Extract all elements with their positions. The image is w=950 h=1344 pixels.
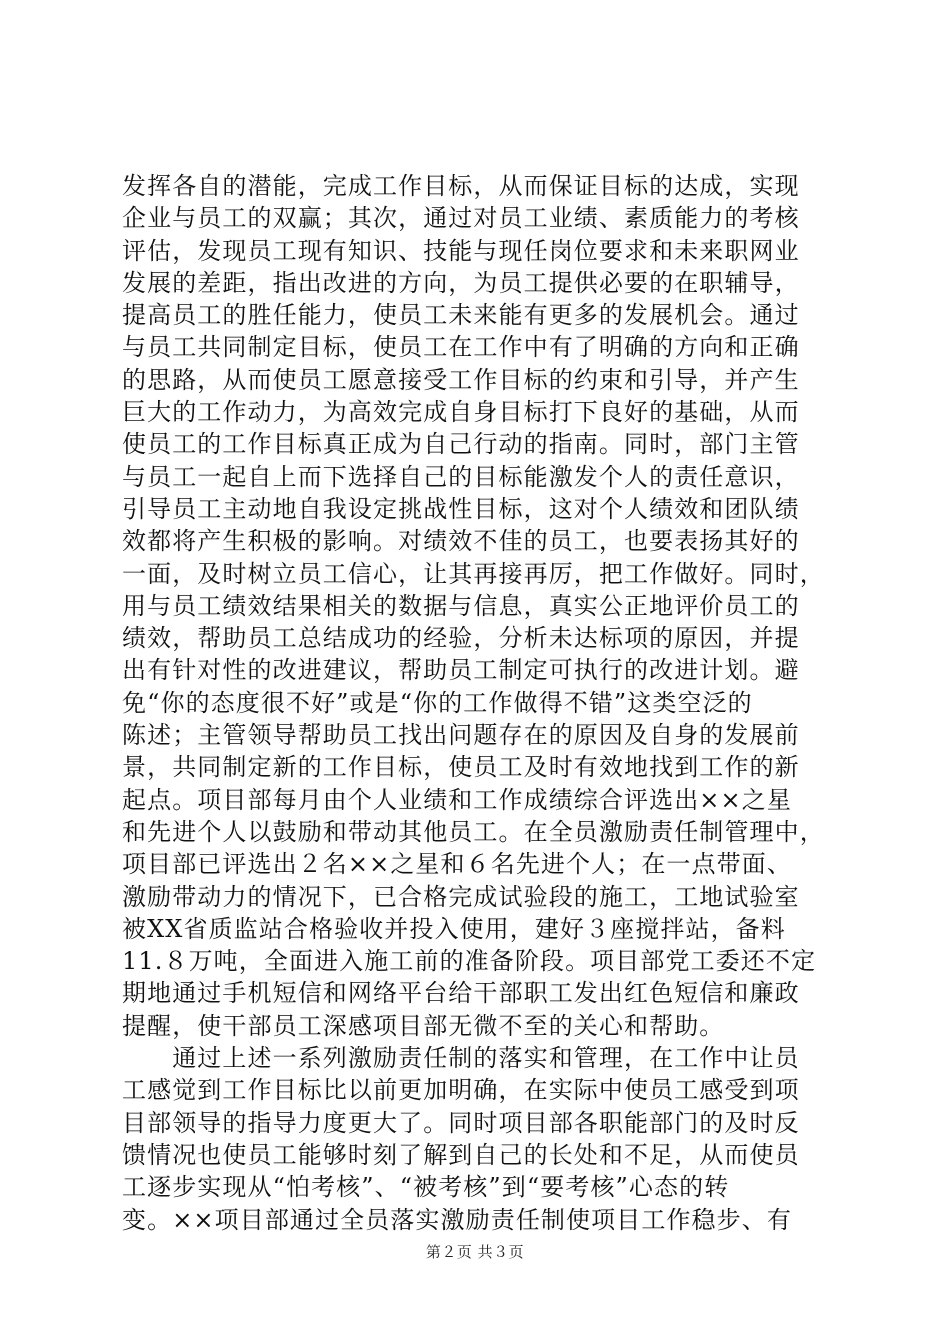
text-line: 绩效，帮助员工总结成功的经验，分析未达标项的原因，并提 <box>122 624 800 653</box>
text-line: 11.８万吨，全面进入施工前的准备阶段。项目部党工委还不定 <box>122 947 817 976</box>
text-line: 激励带动力的情况下，已合格完成试验段的施工，工地试验室 <box>122 882 800 911</box>
text-line: 出有针对性的改进建议，帮助员工制定可执行的改进计划。避 <box>122 656 800 685</box>
text-line: 变。××项目部通过全员落实激励责任制使项目工作稳步、有 <box>122 1205 792 1234</box>
text-line: 起点。项目部每月由个人业绩和工作成绩综合评选出××之星 <box>122 785 792 814</box>
text-line: 用与员工绩效结果相关的数据与信息，真实公正地评价员工的 <box>122 591 800 620</box>
text-line: 与员工一起自上而下选择自己的目标能激发个人的责任意识， <box>122 462 800 491</box>
text-line: 被XX省质监站合格验收并投入使用，建好３座搅拌站，备料 <box>122 914 786 943</box>
text-line: 的思路，从而使员工愿意接受工作目标的约束和引导，并产生 <box>122 365 800 394</box>
text-line: 提醒，使干部员工深感项目部无微不至的关心和帮助。 <box>122 1011 725 1040</box>
text-line: 发展的差距，指出改进的方向，为员工提供必要的在职辅导， <box>122 268 800 297</box>
text-line: 通过上述一系列激励责任制的落实和管理，在工作中让员 <box>122 1044 800 1073</box>
text-line: 与员工共同制定目标，使员工在工作中有了明确的方向和正确 <box>122 333 800 362</box>
text-line: 免“你的态度很不好”或是“你的工作做得不错”这类空泛的 <box>122 688 753 717</box>
text-line: 陈述；主管领导帮助员工找出问题存在的原因及自身的发展前 <box>122 721 800 750</box>
text-line: 馈情况也使员工能够时刻了解到自己的长处和不足，从而使员 <box>122 1140 800 1169</box>
text-line: 发挥各自的潜能，完成工作目标，从而保证目标的达成，实现 <box>122 172 800 200</box>
text-line: 效都将产生积极的影响。对绩效不佳的员工，也要表扬其好的 <box>122 527 800 556</box>
text-line: 使员工的工作目标真正成为自己行动的指南。同时，部门主管 <box>122 430 800 459</box>
text-line: 和先进个人以鼓励和带动其他员工。在全员激励责任制管理中， <box>122 817 825 846</box>
text-line: 评估，发现员工现有知识、技能与现任岗位要求和未来职网业 <box>122 236 800 265</box>
page-number-footer: 第２页 共３页 <box>425 1243 525 1261</box>
text-line: 目部领导的指导力度更大了。同时项目部各职能部门的及时反 <box>122 1108 800 1137</box>
text-line: 引导员工主动地自我设定挑战性目标，这对个人绩效和团队绩 <box>122 494 800 523</box>
text-line: 工逐步实现从“怕考核”、“被考核”到“要考核”心态的转 <box>122 1173 730 1202</box>
body-text <box>122 170 842 1236</box>
text-line: 一面，及时树立员工信心，让其再接再厉，把工作做好。同时， <box>122 559 825 588</box>
text-line: 工感觉到工作目标比以前更加明确，在实际中使员工感受到项 <box>122 1076 800 1105</box>
text-line: 企业与员工的双赢；其次，通过对员工业绩、素质能力的考核 <box>122 204 800 233</box>
text-line: 景，共同制定新的工作目标，使员工及时有效地找到工作的新 <box>122 753 800 782</box>
text-line: 提高员工的胜任能力，使员工未来能有更多的发展机会。通过 <box>122 301 800 330</box>
text-line: 巨大的工作动力，为高效完成自身目标打下良好的基础，从而 <box>122 398 800 427</box>
text-line: 期地通过手机短信和网络平台给干部职工发出红色短信和廉政 <box>122 979 800 1008</box>
text-line: 项目部已评选出２名××之星和６名先进个人；在一点带面、 <box>122 850 792 879</box>
